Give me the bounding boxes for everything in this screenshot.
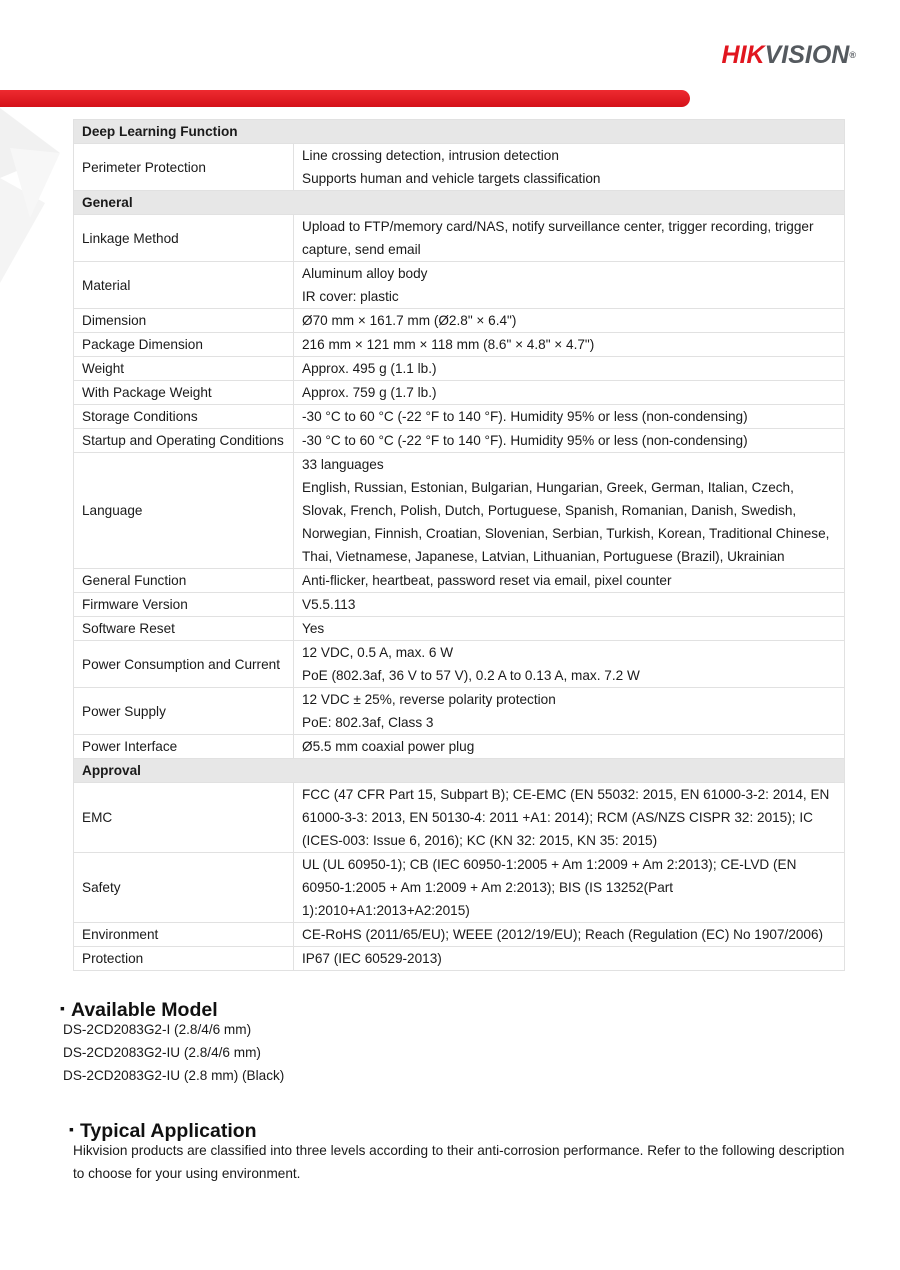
hikvision-logo: [722, 40, 856, 70]
model-item: DS-2CD2083G2-IU (2.8/4/6 mm): [63, 1045, 261, 1060]
logo-red-part: HIK: [721, 41, 765, 69]
table-row: [74, 262, 845, 309]
spec-value: 33 languages English, Russian, Estonian, Bulgarian, Hungarian, Greek, German, Italian, Czech, Slovak, French, Polish, Dutch, Portuguese, Spanish, Romanian, Danish, Swedish, Norwegian, Finnish, Croatian, Slovenian, Serbian, Turkish, Korean, Traditional Chinese, Thai, Vietnamese, Japanese, Latvian, Lithuanian, Portuguese (Brazil), Ukrainian: [294, 453, 845, 569]
spec-label: Protection: [74, 947, 294, 971]
table-row: [74, 853, 845, 923]
table-row: [74, 453, 845, 569]
spec-value: V5.5.113: [294, 593, 845, 617]
model-item: DS-2CD2083G2-IU (2.8 mm) (Black): [63, 1068, 285, 1083]
spec-value: Aluminum alloy body IR cover: plastic: [294, 262, 845, 309]
spec-label: Linkage Method: [74, 215, 294, 262]
table-row: [74, 735, 845, 759]
table-row: [74, 617, 845, 641]
table-row: [74, 947, 845, 971]
spec-label: Material: [74, 262, 294, 309]
table-row: [74, 215, 845, 262]
table-row: [74, 144, 845, 191]
spec-label: Software Reset: [74, 617, 294, 641]
spec-value: Ø70 mm × 161.7 mm (Ø2.8" × 6.4"): [294, 309, 845, 333]
spec-label: Power Interface: [74, 735, 294, 759]
section-title: General: [74, 191, 845, 215]
table-row: [74, 381, 845, 405]
section-header-row: [74, 120, 845, 144]
table-row: [74, 405, 845, 429]
spec-value: Yes: [294, 617, 845, 641]
spec-label: Power Supply: [74, 688, 294, 735]
spec-label: EMC: [74, 783, 294, 853]
spec-value: Anti-flicker, heartbeat, password reset via email, pixel counter: [294, 569, 845, 593]
spec-label: Language: [74, 453, 294, 569]
decorative-triangles-icon: [0, 108, 70, 288]
section-header-row: [74, 759, 845, 783]
spec-label: Weight: [74, 357, 294, 381]
spec-value: Line crossing detection, intrusion detection Supports human and vehicle targets classification: [294, 144, 845, 191]
bullet-icon: ▪: [60, 1000, 65, 1016]
table-row: [74, 309, 845, 333]
spec-label: General Function: [74, 569, 294, 593]
spec-value: IP67 (IEC 60529-2013): [294, 947, 845, 971]
bullet-icon: ▪: [69, 1121, 74, 1137]
logo-gray-part: VISION: [764, 41, 850, 69]
table-row: [74, 429, 845, 453]
spec-value: 12 VDC ± 25%, reverse polarity protection PoE: 802.3af, Class 3: [294, 688, 845, 735]
spec-label: With Package Weight: [74, 381, 294, 405]
spec-value: Approx. 759 g (1.7 lb.): [294, 381, 845, 405]
table-row: [74, 923, 845, 947]
section-header-row: [74, 191, 845, 215]
spec-value: Ø5.5 mm coaxial power plug: [294, 735, 845, 759]
spec-label: Package Dimension: [74, 333, 294, 357]
typical-application-description: Hikvision products are classified into three levels according to their anti-corrosion performance. Refer to the following description to choose for your using environment.: [73, 1143, 845, 1181]
table-row: [74, 783, 845, 853]
spec-label: Perimeter Protection: [74, 144, 294, 191]
spec-label: Safety: [74, 853, 294, 923]
spec-value: Approx. 495 g (1.1 lb.): [294, 357, 845, 381]
spec-label: Startup and Operating Conditions: [74, 429, 294, 453]
typical-application-title: Typical Application: [79, 1120, 257, 1142]
table-row: [74, 641, 845, 688]
header-red-bar: [0, 90, 690, 107]
section-title: Approval: [74, 759, 845, 783]
spec-value: FCC (47 CFR Part 15, Subpart B); CE-EMC (EN 55032: 2015, EN 61000-3-2: 2014, EN 61000-3-3: 2013, EN 50130-4: 2011 +A1: 2014); RCM (AS/NZS CISPR 32: 2015); IC (ICES-003: Issue 6, 2016); KC (KN 32: 2015, KN 35: 2015): [294, 783, 845, 853]
spec-label: Power Consumption and Current: [74, 641, 294, 688]
spec-value: CE-RoHS (2011/65/EU); WEEE (2012/19/EU); Reach (Regulation (EC) No 1907/2006): [294, 923, 845, 947]
spec-label: Firmware Version: [74, 593, 294, 617]
spec-value: -30 °C to 60 °C (-22 °F to 140 °F). Humidity 95% or less (non-condensing): [294, 405, 845, 429]
spec-value: 216 mm × 121 mm × 118 mm (8.6" × 4.8" × 4.7"): [294, 333, 845, 357]
spec-value: Upload to FTP/memory card/NAS, notify surveillance center, trigger recording, trigger capture, send email: [294, 215, 845, 262]
spec-value: 12 VDC, 0.5 A, max. 6 W PoE (802.3af, 36 V to 57 V), 0.2 A to 0.13 A, max. 7.2 W: [294, 641, 845, 688]
spec-label: Storage Conditions: [74, 405, 294, 429]
table-row: [74, 569, 845, 593]
specification-table: [73, 119, 845, 971]
spec-label: Environment: [74, 923, 294, 947]
section-title: Deep Learning Function: [74, 120, 845, 144]
table-row: [74, 593, 845, 617]
table-row: [74, 333, 845, 357]
registered-mark: ®: [849, 50, 856, 60]
available-model-list: [63, 1018, 284, 1087]
table-row: [74, 357, 845, 381]
spec-value: -30 °C to 60 °C (-22 °F to 140 °F). Humidity 95% or less (non-condensing): [294, 429, 845, 453]
table-row: [74, 688, 845, 735]
available-model-title: Available Model: [70, 999, 218, 1021]
spec-label: Dimension: [74, 309, 294, 333]
model-item: DS-2CD2083G2-I (2.8/4/6 mm): [63, 1022, 252, 1037]
spec-value: UL (UL 60950-1); CB (IEC 60950-1:2005 + Am 1:2009 + Am 2:2013); CE-LVD (EN 60950-1:2005 + Am 1:2009 + Am 2:2013); BIS (IS 13252(Part 1):2010+A1:2013+A2:2015): [294, 853, 845, 923]
